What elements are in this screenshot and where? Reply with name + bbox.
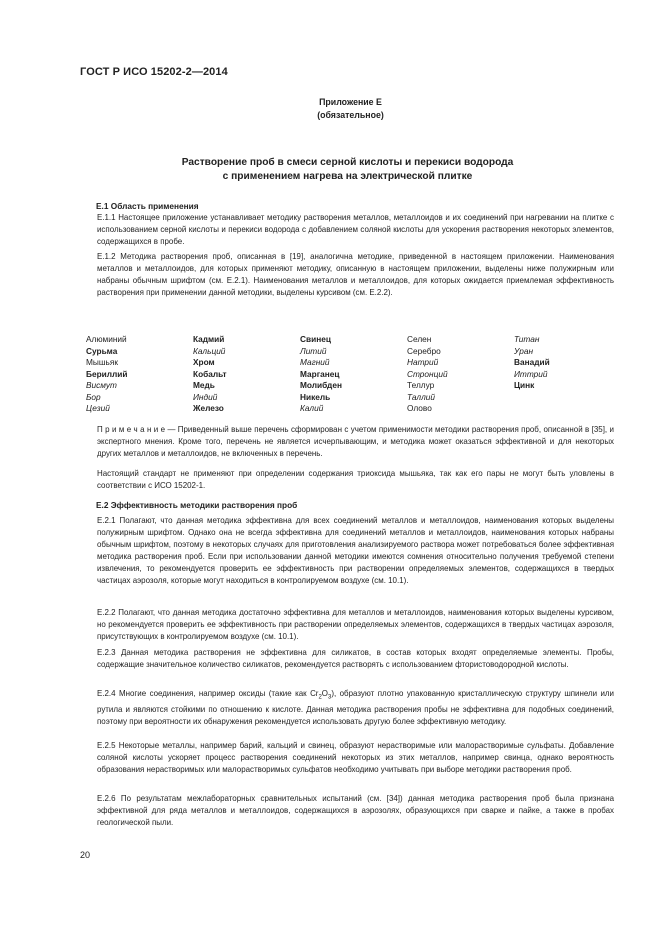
element-name: Таллий: [407, 391, 435, 402]
annex-status: (обязательное): [317, 110, 384, 120]
annex-title: [80, 156, 615, 184]
element-name: Висмут: [86, 380, 117, 390]
element-name: Магний: [300, 357, 330, 367]
element-name: Свинец: [300, 334, 331, 344]
element-name: Марганец: [300, 368, 340, 379]
element-name: Индий: [193, 391, 218, 402]
element-name: Медь: [193, 380, 215, 390]
element-name: Ванадий: [514, 357, 550, 367]
element-name: Кальций: [193, 345, 226, 356]
element-name: Бор: [86, 391, 101, 402]
element-name: Алюминий: [86, 334, 127, 344]
element-name: Титан: [514, 334, 540, 344]
element-name: Натрий: [407, 357, 439, 367]
element-name: Серебро: [407, 345, 441, 356]
paragraph-e1-1: Е.1.1 Настоящее приложение устанавливает методику растворения металлов, металлоидов и их соединений при нагревании на плитке с использованием серной кислоты и перекиси водорода с добавлением соляной кислоты для ускорения растворения некоторых элементов, содержащихся в пробе.: [97, 213, 614, 246]
element-name: Мышьяк: [86, 357, 118, 367]
element-name: Молибден: [300, 380, 342, 390]
element-name: Селен: [407, 334, 432, 344]
element-name: Сурьма: [86, 345, 118, 356]
element-name: Олово: [407, 403, 432, 413]
element-name: Никель: [300, 391, 331, 402]
section-heading-e2: Е.2 Эффективность методики растворения проб: [96, 500, 298, 510]
element-name: Иттрий: [514, 368, 548, 379]
annex-label: Приложение Е: [319, 97, 382, 107]
page-number: 20: [80, 850, 91, 860]
element-column-4: [407, 334, 448, 415]
element-name: Железо: [193, 403, 224, 413]
paragraph-arsenic: Настоящий стандарт не применяют при определении содержания триоксида мышьяка, так как его пары не могут быть уловлены в соответствии с ИСО 15202-1.: [97, 469, 614, 490]
paragraph-e2-5: Е.2.5 Некоторые металлы, например барий, кальций и свинец, образуют нерастворимые или малорастворимые сульфаты. Добавление соляной кислоты ускоряет процесс растворения соединений некоторых из этих металлов, например свинца, однако вероятность образования нерастворимых или малорастворимых сульфатов необходимо учитывать при выборе методики растворения проб.: [97, 741, 614, 774]
element-column-3: [300, 334, 342, 415]
paragraph-e1-2: Е.1.2 Методика растворения проб, описанная в [19], аналогична методике, приведенной в настоящем приложении. Наименования металлов и металлоидов, для которых применяют методику, описанную в настоящем приложении, выделены ниже полужирным или набраны обычным шрифтом (см. Е.2.1). Наименования металлов и металлоидов, для которых ожидается приемлемая эффективность растворения при применении данной методики, выделены курсивом (см. Е.2.2).: [97, 252, 614, 297]
paragraph-e2-6: Е.2.6 По результатам межлабораторных сравнительных испытаний (см. [34]) данная методика растворения проб была признана эффективной для ряда металлов и металлоидов, содержащихся в аэрозолях, образующихся при сварке и пайке, а также в пробах геологической пыли.: [97, 794, 614, 827]
element-name: Цинк: [514, 380, 535, 390]
element-column-2: [193, 334, 227, 415]
element-column-5: [514, 334, 550, 392]
title-line-1: Растворение проб в смеси серной кислоты и перекиси водорода: [181, 157, 514, 168]
element-name: Калий: [300, 403, 324, 413]
element-name: Теллур: [407, 380, 435, 390]
standard-header: ГОСТ Р ИСО 15202-2—2014: [80, 66, 228, 78]
note-paragraph: П р и м е ч а н и е — Приведенный выше перечень сформирован с учетом применимости методики растворения проб, описанной в [35], и экспертного мнения. Кроме того, перечень не является исчерпывающим, и методика может оказаться эффективной и для некоторых других металлов и металлоидов, не включенных в перечень.: [97, 425, 614, 458]
section-heading-e1: Е.1 Область применения: [96, 201, 199, 211]
paragraph-e2-4: Е.2.4 Многие соединения, например оксиды (такие как $Cr_2O_3$), образуют плотно упакованную кристаллическую структуру шпинели или рутила и являются стойкими по отношению к кислоте. Данная методика растворения пробы не эффективна для подобных соединений, поэтому при вероятности их обнаружения рекомендуется использовать другую более эффективную методику.: [97, 689, 614, 726]
paragraph-e2-2: Е.2.2 Полагают, что данная методика достаточно эффективна для металлов и металлоидов, наименования которых выделены курсивом, но рекомендуется проверить ее эффективность при растворении определяемых элементов, содержащихся в твердых частицах аэрозоля, присутствующих в контролируемом воздухе (см. 10.1).: [97, 608, 614, 641]
element-name: Литий: [300, 345, 327, 356]
annex-heading: [0, 96, 661, 122]
paragraph-e2-1: Е.2.1 Полагают, что данная методика эффективна для всех соединений металлов и металлоидов, наименования которых выделены полужирным шрифтом. Однако она не всегда эффективна для соединений металлов и металлоидов, наименования которых набраны обычным шрифтом, поэтому в некоторых случаях для приготовления анализируемого раствора может потребоваться более эффективная методика растворения проб. Если при использовании данной методики имеются сомнения относительно получения требуемой степени извлечения, то рекомендуется проверить ее эффективность при растворении определяемых элементов, содержащихся в твердых частицах аэрозоля, которые могут находиться в контролируемом воздухе (см. 10.1).: [97, 516, 614, 585]
element-name: Стронций: [407, 368, 448, 379]
element-name: Кобальт: [193, 368, 227, 379]
element-name: Хром: [193, 357, 215, 367]
paragraph-e2-3: Е.2.3 Данная методика растворения не эффективна для силикатов, в состав которых входят определяемые элементы. Пробы, содержащие значительное количество силикатов, рекомендуется растворять с использованием фтористоводородной кислоты.: [97, 648, 614, 669]
title-line-2: с применением нагрева на электрической плитке: [222, 171, 473, 182]
element-name: Цезий: [86, 403, 110, 413]
element-name: Кадмий: [193, 334, 225, 344]
element-name: Бериллий: [86, 368, 128, 379]
element-column-1: [86, 334, 128, 415]
element-name: Уран: [514, 345, 534, 356]
